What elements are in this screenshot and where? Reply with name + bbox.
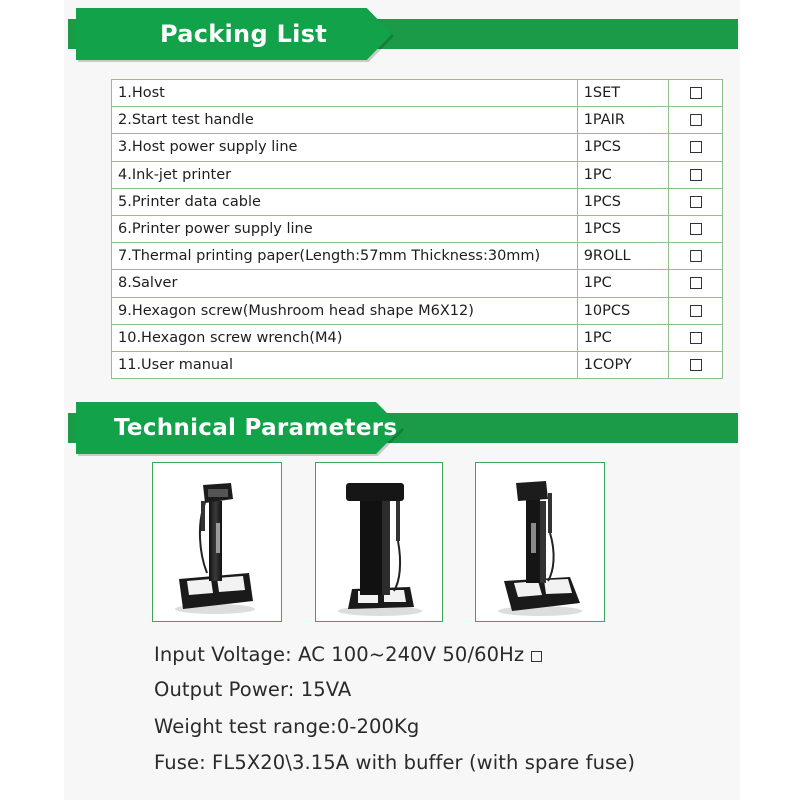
- item-check-cell: [669, 324, 723, 351]
- item-quantity: 1PCS: [577, 134, 669, 161]
- product-photo-side-angle: [475, 462, 605, 622]
- body-analyzer-image: [153, 463, 281, 621]
- checkbox-icon[interactable]: [690, 305, 702, 317]
- checkbox-icon[interactable]: [690, 277, 702, 289]
- item-check-cell: [669, 107, 723, 134]
- table-row: [112, 161, 723, 188]
- table-row: [112, 80, 723, 107]
- item-quantity: 1PC: [577, 324, 669, 351]
- table-row: [112, 215, 723, 242]
- item-check-cell: [669, 297, 723, 324]
- item-name: 3.Host power supply line: [112, 134, 578, 161]
- checkbox-icon[interactable]: [690, 169, 702, 181]
- table-row: [112, 107, 723, 134]
- item-quantity: 1PAIR: [577, 107, 669, 134]
- packing-list-banner: [68, 8, 738, 60]
- table-row: [112, 270, 723, 297]
- item-name: 5.Printer data cable: [112, 188, 578, 215]
- item-name: 2.Start test handle: [112, 107, 578, 134]
- item-name: 6.Printer power supply line: [112, 215, 578, 242]
- table-row: [112, 324, 723, 351]
- spec-text: Input Voltage: AC 100~240V 50/60Hz: [154, 643, 525, 666]
- item-name: 9.Hexagon screw(Mushroom head shape M6X12): [112, 297, 578, 324]
- technical-parameters-banner: [68, 402, 738, 454]
- checkbox-icon: [531, 651, 542, 662]
- packing-list-table: [111, 79, 723, 379]
- checkbox-icon[interactable]: [690, 332, 702, 344]
- packing-list-title: Packing List: [160, 20, 328, 48]
- body-analyzer-back-image: [316, 463, 442, 621]
- body-analyzer-side-image: [476, 463, 604, 621]
- item-check-cell: [669, 161, 723, 188]
- product-photo-back: [315, 462, 443, 622]
- item-quantity: 10PCS: [577, 297, 669, 324]
- item-check-cell: [669, 215, 723, 242]
- product-photo-front-angle: [152, 462, 282, 622]
- item-check-cell: [669, 134, 723, 161]
- item-check-cell: [669, 80, 723, 107]
- table-row: [112, 297, 723, 324]
- item-name: 8.Salver: [112, 270, 578, 297]
- checkbox-icon[interactable]: [690, 141, 702, 153]
- item-check-cell: [669, 351, 723, 378]
- checkbox-icon[interactable]: [690, 87, 702, 99]
- item-check-cell: [669, 270, 723, 297]
- item-quantity: 1SET: [577, 80, 669, 107]
- item-quantity: 1PC: [577, 161, 669, 188]
- table-row: [112, 188, 723, 215]
- table-row: [112, 243, 723, 270]
- table-row: [112, 134, 723, 161]
- item-name: 7.Thermal printing paper(Length:57mm Thickness:30mm): [112, 243, 578, 270]
- item-quantity: 1PC: [577, 270, 669, 297]
- item-quantity: 1COPY: [577, 351, 669, 378]
- table-row: [112, 351, 723, 378]
- item-check-cell: [669, 188, 723, 215]
- checkbox-icon[interactable]: [690, 196, 702, 208]
- spec-output-power: Output Power: 15VA: [154, 678, 352, 701]
- item-name: 4.Ink-jet printer: [112, 161, 578, 188]
- item-name: 10.Hexagon screw wrench(M4): [112, 324, 578, 351]
- item-name: 11.User manual: [112, 351, 578, 378]
- technical-parameters-title: Technical Parameters: [114, 415, 398, 441]
- checkbox-icon[interactable]: [690, 114, 702, 126]
- item-check-cell: [669, 243, 723, 270]
- checkbox-icon[interactable]: [690, 223, 702, 235]
- checkbox-icon[interactable]: [690, 359, 702, 371]
- item-name: 1.Host: [112, 80, 578, 107]
- item-quantity: 9ROLL: [577, 243, 669, 270]
- checkbox-icon[interactable]: [690, 250, 702, 262]
- item-quantity: 1PCS: [577, 188, 669, 215]
- item-quantity: 1PCS: [577, 215, 669, 242]
- spec-fuse: Fuse: FL5X20\3.15A with buffer (with spare fuse): [154, 751, 636, 774]
- spec-weight-range: Weight test range:0-200Kg: [154, 715, 420, 738]
- spec-input-voltage: [154, 643, 542, 666]
